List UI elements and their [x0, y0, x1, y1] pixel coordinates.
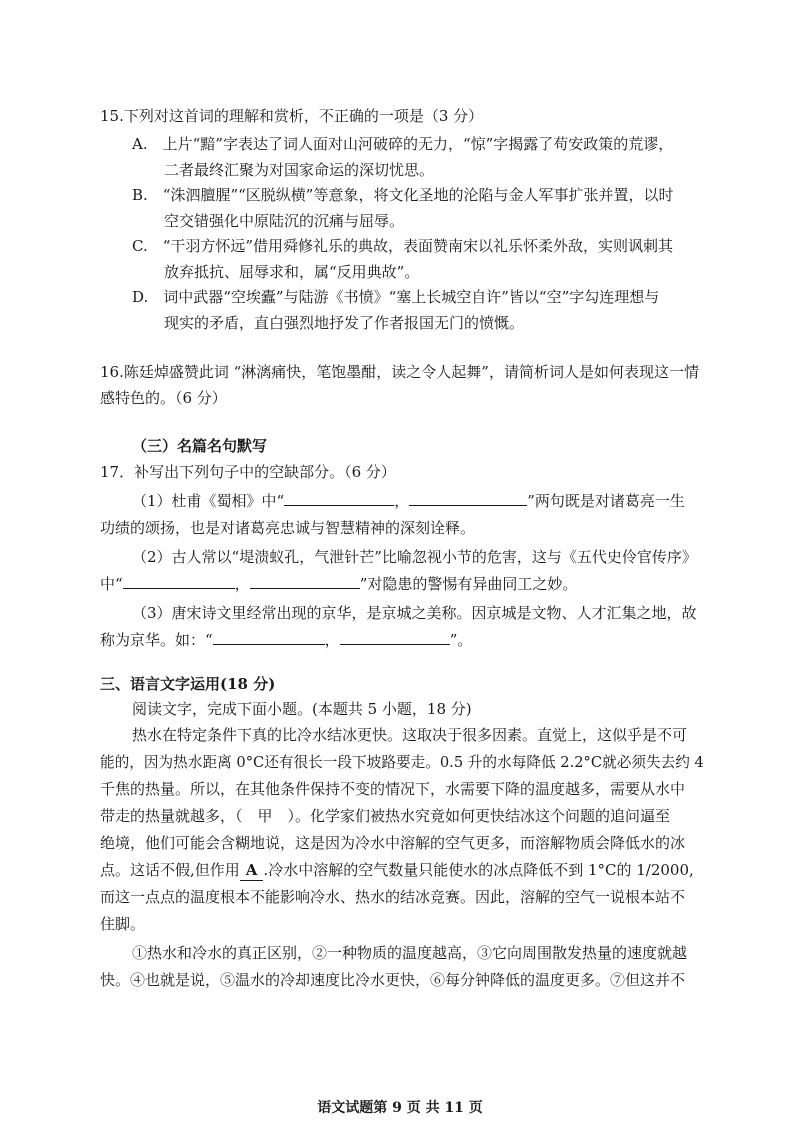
- page-footer: 语文试题第 9 页 共 11 页: [317, 1100, 483, 1116]
- q17-part2-line2: [100, 574, 577, 594]
- q16-line2: 感特色的。（6 分）: [100, 389, 227, 407]
- q15-option-c-line1: C. “干羽方怀远”借用舜修礼乐的典故，表面赞南宋以礼乐怀柔外敌，实则讽刺其: [132, 237, 674, 255]
- q17-part1-text-a: （1）杜甫《蜀相》中“: [132, 492, 285, 510]
- passage-line: 千焦的热量。所以，在其他条件保持不变的情况下，水需要下降的温度越多，需要从水中: [100, 780, 686, 798]
- q17-stem: 17．补写出下列句子中的空缺部分。（6 分）: [100, 463, 396, 481]
- passage-line: 绝境，他们可能会含糊地说，这是因为冷水中溶解的空气更多，而溶解物质会降低水的冰: [100, 834, 686, 852]
- fill-blank[interactable]: [123, 574, 235, 589]
- q15-option-a-line2: 二者最终汇聚为对国家命运的深切忧思。: [164, 161, 435, 179]
- q15-stem: 15.下列对这首词的理解和赏析，不正确的一项是（3 分）: [100, 107, 484, 125]
- passage-line: 而这一点点的温度根本不能影响冷水、热水的结冰竞赛。因此，溶解的空气一说根本站不: [100, 888, 686, 906]
- q17-part1-text-b: ”两句既是对诸葛亮一生: [527, 492, 685, 510]
- comma: ，: [324, 631, 340, 649]
- part3-instruction: 阅读文字，完成下面小题。(本题共 5 小题，18 分): [132, 700, 472, 718]
- options-line: 快。④也就是说，⑤温水的冷却速度比冷水更快，⑥每分钟降低的温度更多。⑦但这并不: [100, 971, 686, 989]
- q17-part1-line1: [132, 491, 685, 511]
- fill-blank[interactable]: [213, 630, 325, 645]
- passage-line: 带走的热量就越多，（ 甲 ）。化学家们被热水究竟如何更快结冰这个问题的追问逼至: [100, 807, 671, 825]
- passage-line: [100, 860, 694, 881]
- comma: ，: [394, 492, 410, 510]
- q17-part3-text-b: ”。: [449, 631, 473, 649]
- q17-part2-text-b: ”对隐患的警惕有异曲同工之妙。: [359, 575, 578, 593]
- q17-part2-text-a: 中“: [100, 575, 123, 593]
- q15-option-c-line2: 放弃抵抗、屈辱求和，属“反用典故”。: [164, 263, 420, 281]
- q17-part3-line1: （3）唐宋诗文里经常出现的京华，是京城之美称。因京城是文物、人才汇集之地，故: [132, 604, 697, 622]
- q15-option-a-line1: A. 上片“黯”字表达了词人面对山河破碎的无力，“惊”字揭露了苟安政策的荒谬，: [132, 135, 674, 153]
- fill-blank[interactable]: [409, 491, 527, 506]
- passage-line: 能的，因为热水距离 0°C还有很长一段下坡路要走。0.5 升的水每降低 2.2°C就必须失去约 4: [100, 753, 704, 771]
- part3-heading: 三、语言文字运用(18 分): [100, 675, 276, 693]
- q17-part2-line1: （2）古人常以“堤溃蚁孔，气泄针芒”比喻忽视小节的危害，这与《五代史伶官传序》: [132, 548, 697, 566]
- q16-line1: 16.陈廷焯盛赞此词 “淋漓痛快，笔饱墨酣，读之令人起舞”，请简析词人是如何表现这一情: [100, 363, 699, 381]
- comma: ，: [234, 575, 250, 593]
- options-line: ①热水和冷水的真正区别，②一种物质的温度越高，③它向周围散发热量的速度就越: [132, 944, 688, 962]
- fill-blank[interactable]: [340, 630, 450, 645]
- q17-part3-text-a: 称为京华。如：“: [100, 631, 213, 649]
- q17-part3-line2: [100, 630, 472, 650]
- q15-option-d-line1: D. 词中武器“空埃蠹”与陆游《书愤》“塞上长城空自许”皆以“空”字勾连理想与: [132, 288, 660, 306]
- passage-line: 住脚。: [100, 915, 146, 933]
- q15-option-b-line1: B. “洙泗膻腥”“区脱纵横”等意象，将文化圣地的沦陷与金人军事扩张并置，以时: [132, 186, 674, 204]
- fill-blank[interactable]: [284, 491, 394, 506]
- passage-line: 热水在特定条件下真的比冷水结冰更快。这取决于很多因素。直觉上，这似乎是不可: [132, 726, 688, 744]
- q15-option-b-line2: 空交错强化中原陆沉的沉痛与屈辱。: [164, 212, 405, 230]
- fill-blank[interactable]: [250, 574, 360, 589]
- q15-option-d-line2: 现实的矛盾，直白强烈地抒发了作者报国无门的愤慨。: [164, 314, 525, 332]
- passage-text: 点。这话不假,但作用: [100, 861, 240, 879]
- passage-text: .冷水中溶解的空气数量只能使水的冰点降低不到 1°C的 1/2000,: [263, 861, 694, 879]
- section3-heading: （三）名篇名句默写: [132, 437, 268, 455]
- q17-part1-line2: 功绩的颂扬，也是对诸葛亮忠诚与智慧精神的深刻诠释。: [100, 519, 476, 537]
- blank-a-marker: A: [240, 860, 264, 881]
